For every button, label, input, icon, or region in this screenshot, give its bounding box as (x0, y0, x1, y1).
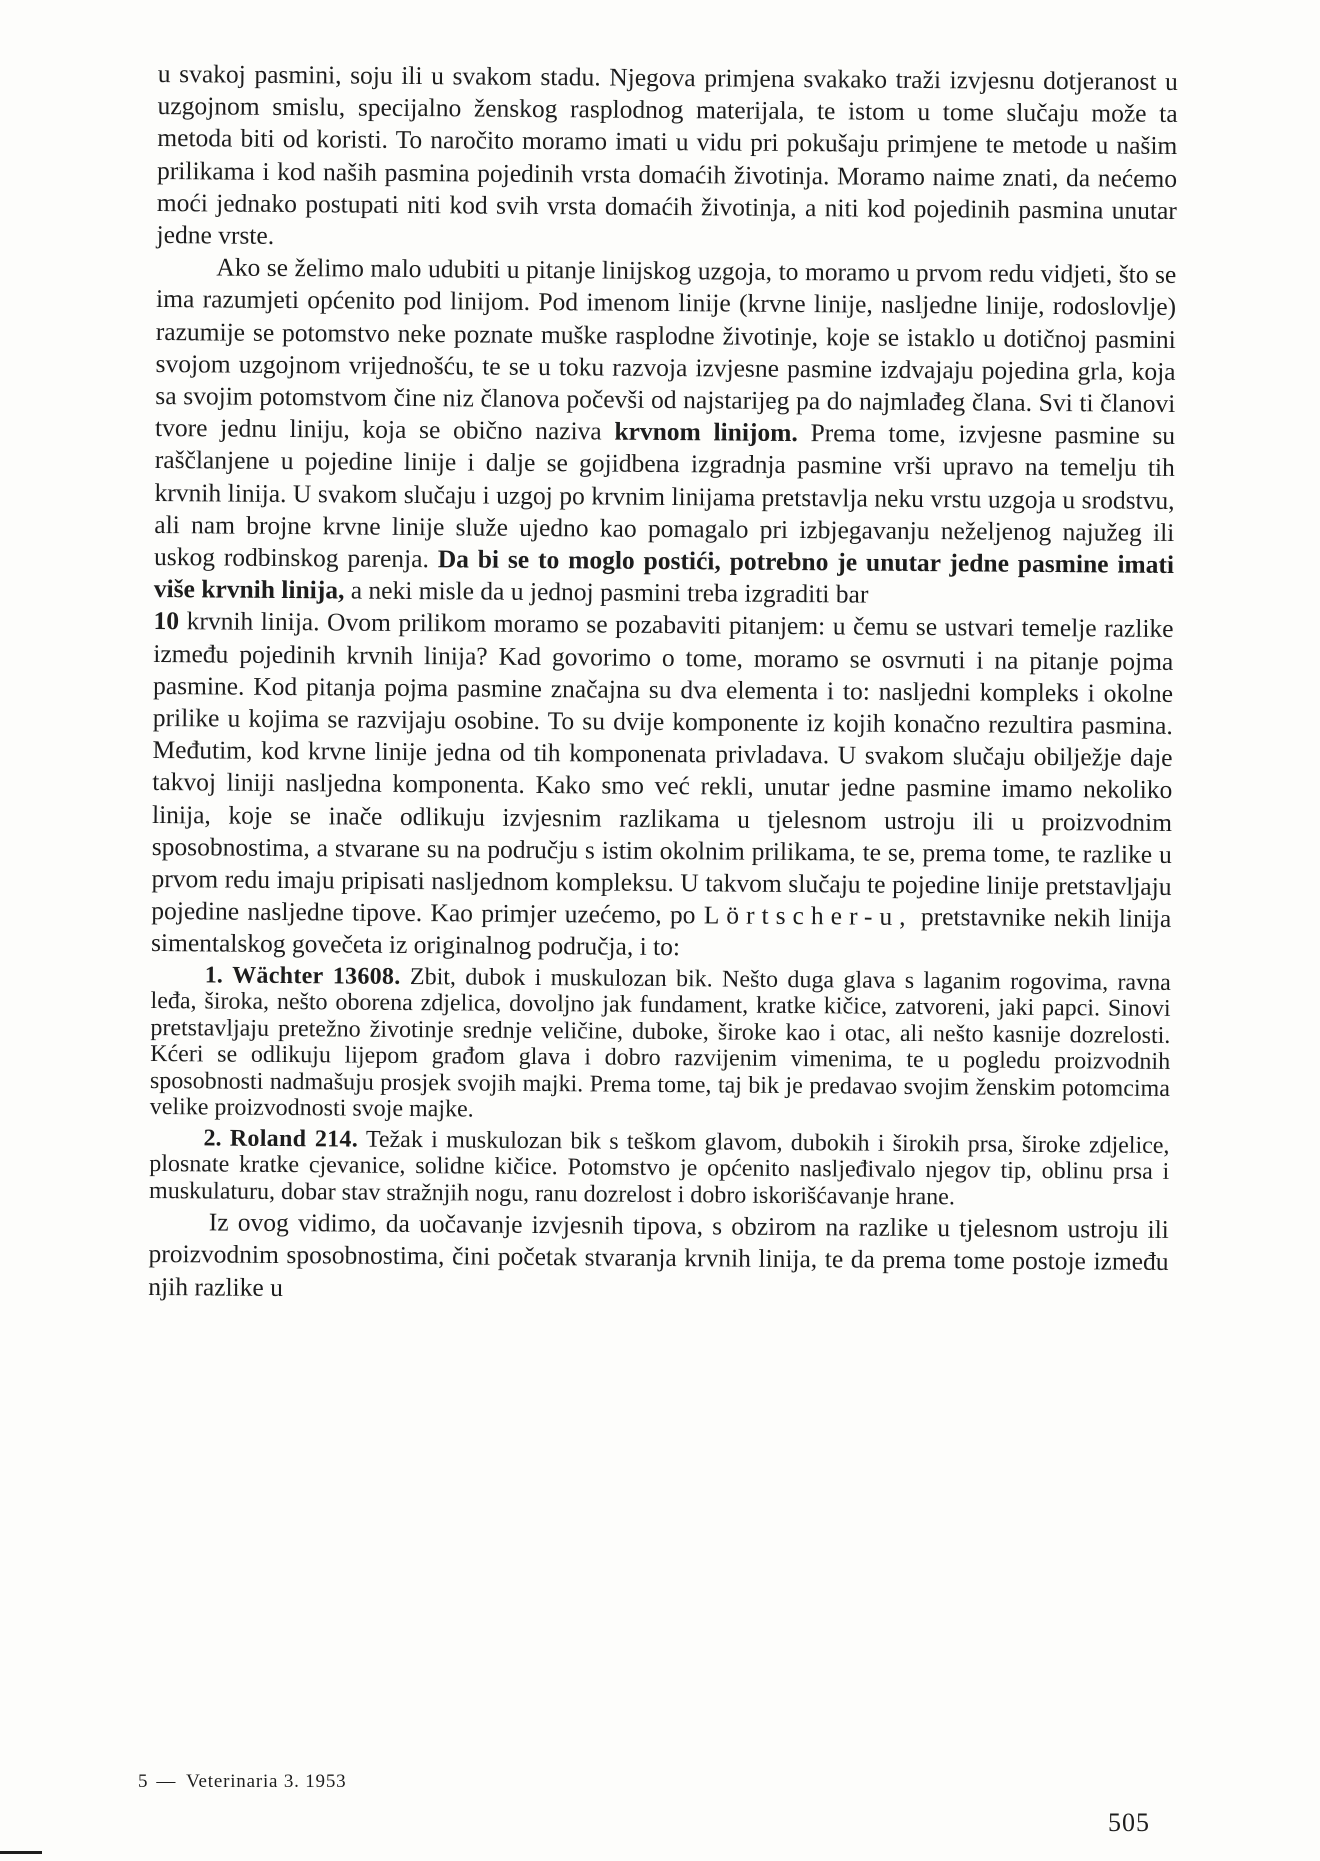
scan-edge-mark (0, 1851, 42, 1854)
term-krvna-linija: krvnom linijom. (614, 416, 798, 448)
list-item-number: 1. (204, 962, 223, 989)
paragraph-1: u svakoj pasmini, soju ili u svakom stadu. Njegova primjena svakako traži izvjesnu dotjeranost u uzgojnom smislu, specijalno ženskog rasplodnog materijala, te istom u tome slučaju može ta metoda biti od koristi. To naročito moramo imati u vidu pri pokušaju primjene te metode u našim prilikama i kod naših pasmina pojedinih vrsta domaćih životinja. Moramo naime znati, da nećemo moći jednako postupati niti kod svih vrsta domaćih životinja, a niti kod pojedinih pasmina unutar jedne vrste. (156, 58, 1178, 250)
list-item (150, 962, 1171, 1129)
paragraph-2 (151, 251, 1177, 967)
emphasis-sentence: Da bi se to moglo postići, potrebno je unutar jedne pasmine imati više krvnih linija, (153, 544, 1175, 605)
paragraph-2-text-c: a neki misle da u jednoj pasmini treba izgraditi bar (350, 575, 869, 609)
paragraph-2-text-a: Ako se želimo malo udubiti u pitanje linijskog uzgoja, to moramo u prvom redu vidjeti, što se ima razumjeti općenito pod linijom. Pod imenom linije (krvne linije, nasljedne linije, rodoslovlje) razumije se potomstvo neke poznate muške rasplodne životinje, koje se istaklo u dotičnoj pasmini svojom uzgojnom vrijednošću, te se u toku razvoja izvjesne pasmine izdvajaju pojedina grla, koja sa svojim potomstvom čine niz članova počevši od najstarijeg pa do najmlađeg člana. Svi ti članovi tvore jednu liniju, koja se obično naziva (154, 252, 1177, 446)
paragraph-2-text-b: Prema tome, izvjesne pasmine su raščlanjene u pojedine linije i dalje se gojidbena izgradnja pasmine vrši upravo na temelju tih krvnih linija. U svakom slučaju i uzgoj po krvnim linijama pretstavlja neku vrstu uzgoja u srodstvu, ali nam brojne krvne linije služe ujedno kao pomagalo pri izbjegavanju neželjenog najužeg ili uskog rodbinskog parenja. (153, 418, 1176, 574)
list-item-number: 2. (203, 1125, 222, 1152)
list-item-name: Wächter 13608. (232, 962, 401, 990)
page-number: 505 (1108, 1808, 1150, 1837)
footer-signature (138, 1771, 346, 1793)
emphasis-number: 10 (153, 606, 180, 636)
list-item-text: Zbit, dubok i muskulozan bik. Nešto duga glava s laganim rogovima, ravna leđa, široka, nešto oborena zdjelica, dovoljno jak fundament, kratke kičice, zatvoreni, jaki papci. Sinovi pretstavljaju pretežno životinje srednje veličine, duboke, široke kao i otac, ali nešto kasnije dozrelosti. Kćeri se odlikuju lijepom građom glava i dobro razvijenim vimenima, te u pogledu proizvodnih sposobnosti nadmašuju prosjek svojih majki. Prema tome, taj bik je predavao svojim ženskim potomcima velike proizvodnosti svoje majke. (149, 963, 1171, 1123)
list-item-text: Težak i muskulozan bik s teškom glavom, dubokih i širokih prsa, široke zdjelice, plosnate kratke cjevanice, solidne kičice. Potomstvo je općenito nasljeđivalo njegov tip, oblinu prsa i muskulaturu, dobar stav stražnjih nogu, ranu dozrelost i dobro iskorišćavanje hrane. (149, 1126, 1170, 1210)
signature-number: 5 (138, 1771, 149, 1792)
journal-reference: Veterinaria 3. 1953 (186, 1771, 347, 1792)
paragraph-2-text-d: krvnih linija. Ovom prilikom moramo se pozabaviti pitanjem: u čemu se ustvari temelje razlike između pojedinih krvnih linija? Kad govorimo o tome, moramo se osvrnuti i na pitanje pojma pasmine. Kod pitanja pojma pasmine značajna su dva elementa i to: nasljedni kompleks i okolne prilike u kojima se razvijaju osobine. To su dvije komponente iz kojih konačno rezultira pasmina. Međutim, kod krvne linije jedna od tih komponenata privladava. U svakom slučaju obilježje daje takvoj liniji nasljedna komponenta. Kako smo već rekli, unutar jedne pasmine imamo nekoliko linija, koje se inače odlikuju izvjesnim razlikama u tjelesnom ustroju ili u proizvodnim sposobnostima, a stvarane su na području s istim okolnim prilikama, te se, prema tome, te razlike u prvom redu imaju pripisati nasljednom kompleksu. U takvom slučaju te pojedine linije pretstavljaju pojedine nasljedne tipove. Kao primjer uzećemo, po (151, 606, 1174, 930)
footer-dash: — (156, 1771, 177, 1792)
paragraph-2-text-e: pretstavnike nekih linija simentalskog govečeta iz originalnog područja, i to: (150, 902, 1172, 962)
list-item-name: Roland 214. (229, 1125, 359, 1153)
author-name: Lörtscher-u, (703, 900, 913, 932)
list-item (149, 1125, 1170, 1213)
body-text (148, 58, 1178, 1311)
paragraph-5: Iz ovog vidimo, da uočavanje izvjesnih tipova, s obzirom na razlike u tjelesnom ustroju ili proizvodnim sposobnostima, čini početak stvaranja krvnih linija, te da prema tome postoje između njih razlike u (148, 1207, 1169, 1302)
